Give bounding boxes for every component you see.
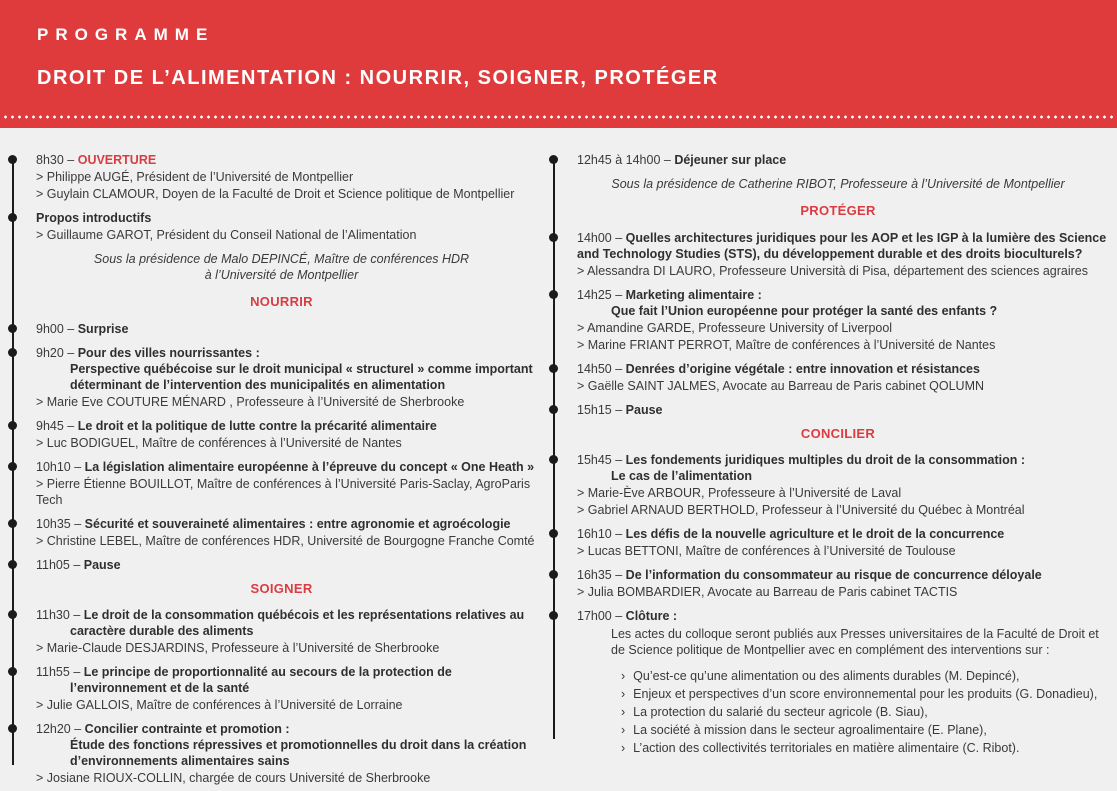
closing-topic-text: La société à mission dans le secteur agroalimentaire (E. Plane),	[633, 723, 987, 738]
timeline-dot	[8, 348, 17, 357]
dash-separator: –	[70, 459, 85, 474]
timeline-dot	[549, 405, 558, 414]
closing-topic-text: L’action des collectivités territoriales en matière alimentaire (C. Ribot).	[633, 741, 1020, 756]
closing-topic-text: Enjeux et perspectives d’un score environnemental pour les produits (G. Donadieu),	[633, 687, 1098, 702]
event-title-line	[577, 567, 1113, 583]
program-body	[0, 128, 1117, 791]
event-speaker: > Amandine GARDE, Professeure University of Liverpool	[577, 320, 893, 335]
event-time: 9h00	[36, 321, 64, 336]
banner-dotted-divider	[2, 115, 1117, 119]
event-title-line	[577, 402, 1113, 418]
event-title: Marketing alimentaire :	[625, 287, 762, 302]
event-title: Le droit et la politique de lutte contre la précarité alimentaire	[77, 418, 437, 433]
timeline-dot	[549, 529, 558, 538]
event-title-line	[577, 608, 1113, 624]
timeline-dot	[549, 455, 558, 464]
event-time: 9h45	[36, 418, 64, 433]
program-banner	[0, 0, 1117, 128]
event-title-line	[36, 418, 541, 434]
event-title: La législation alimentaire européenne à l’épreuve du concept « One Heath »	[84, 459, 535, 474]
closing-topic-text: Qu’est-ce qu’une alimentation ou des aliments durables (M. Depincé),	[633, 669, 1020, 684]
session-heading: NOURRIR	[250, 294, 313, 309]
event-title-line	[577, 452, 1113, 468]
dash-separator: –	[611, 527, 626, 542]
event-title-line	[577, 526, 1113, 542]
event-title-line	[577, 152, 1113, 168]
program-event	[0, 210, 541, 243]
event-title-line	[36, 607, 541, 639]
session-chair	[36, 251, 527, 283]
closing-topic	[621, 722, 1113, 738]
event-title: Quelles architectures juridiques pour les AOP et les IGP à la lumière des Science and Technology Studies (STS), du développement durable et des droits bioculturels?	[577, 230, 1107, 261]
event-time: 10h10	[36, 459, 71, 474]
dash-separator: –	[611, 361, 626, 376]
event-title-line	[36, 721, 541, 737]
program-event	[0, 418, 541, 451]
session-chair	[577, 176, 1099, 192]
event-title-line	[36, 459, 541, 475]
session-heading: PROTÉGER	[800, 203, 876, 218]
closing-topic-list	[621, 668, 1113, 756]
event-subtitle: Que fait l’Union européenne pour protéger la santé des enfants ?	[611, 303, 998, 318]
event-time: 17h00	[577, 609, 612, 624]
event-title: Pause	[625, 402, 663, 417]
timeline-dot	[8, 560, 17, 569]
session-chair-line: Sous la présidence de Catherine RIBOT, Professeure à l’Université de Montpellier	[611, 177, 1065, 191]
timeline-dot	[8, 667, 17, 676]
program-event	[0, 345, 541, 410]
chevron-bullet-icon: ›	[621, 723, 626, 738]
program-event	[0, 516, 541, 549]
event-title: Surprise	[77, 321, 129, 336]
program-event	[0, 557, 541, 573]
event-speaker: > Luc BODIGUEL, Maître de conférences à l’Université de Nantes	[36, 435, 402, 450]
event-time: 10h35	[36, 516, 71, 531]
event-time: 11h30	[36, 608, 70, 623]
timeline-dot	[8, 462, 17, 471]
program-event	[0, 152, 541, 202]
event-speaker: > Julia BOMBARDIER, Avocate au Barreau de Paris cabinet TACTIS	[577, 585, 958, 600]
event-title: Concilier contrainte et promotion :	[84, 722, 290, 737]
event-time: 15h45	[577, 453, 612, 468]
dash-separator: –	[660, 153, 675, 167]
timeline-dot	[549, 611, 558, 620]
event-speaker: > Josiane RIOUX-COLLIN, chargée de cours Université de Sherbrooke	[36, 771, 431, 786]
event-title: Pour des villes nourrissantes :	[77, 345, 260, 360]
closing-topic	[621, 668, 1113, 684]
event-time: 14h00	[577, 230, 612, 245]
event-title: Le principe de proportionnalité au secours de la protection de l’environnement et de la santé	[70, 665, 452, 696]
event-title: Le droit de la consommation québécois et les représentations relatives au caractère durable des aliments	[70, 608, 525, 639]
program-event	[0, 321, 541, 337]
timeline-dot	[8, 724, 17, 733]
event-title-line	[36, 664, 541, 696]
program-event	[0, 607, 541, 656]
event-title-line	[36, 152, 541, 168]
event-speaker: > Julie GALLOIS, Maître de conférences à l’Université de Lorraine	[36, 698, 403, 713]
dash-separator: –	[63, 345, 78, 360]
event-title: Sécurité et souveraineté alimentaires : entre agronomie et agroécologie	[84, 516, 511, 531]
chevron-bullet-icon: ›	[621, 705, 626, 720]
dash-separator: –	[611, 453, 626, 468]
event-time: 15h15	[577, 402, 612, 417]
event-title-line	[36, 321, 541, 337]
dash-separator: –	[70, 722, 85, 737]
event-speaker: > Lucas BETTONI, Maître de conférences à l’Université de Toulouse	[577, 544, 956, 559]
event-title: Clôture :	[625, 609, 678, 624]
closing-topic-text: La protection du salarié du secteur agricole (B. Siau),	[633, 705, 928, 720]
event-time: 11h05	[36, 557, 70, 572]
event-time: 8h30	[36, 153, 64, 167]
event-speaker: > Marie-Ève ARBOUR, Professeure à l’Université de Laval	[577, 486, 902, 501]
event-time: 14h25	[577, 287, 612, 302]
event-time: 16h10	[577, 527, 612, 542]
event-title-line	[36, 210, 541, 226]
dash-separator: –	[63, 418, 78, 433]
timeline-dot	[549, 570, 558, 579]
event-time: 14h50	[577, 361, 612, 376]
session-chair-line: à l’Université de Montpellier	[204, 268, 359, 282]
event-time: 11h55	[36, 665, 70, 680]
event-speaker: > Gaëlle SAINT JALMES, Avocate au Barreau de Paris cabinet QOLUMN	[577, 378, 985, 393]
program-event	[541, 567, 1113, 600]
program-event	[541, 361, 1113, 394]
timeline-dot	[549, 290, 558, 299]
dash-separator: –	[611, 402, 626, 417]
dash-separator: –	[70, 516, 85, 531]
dash-separator: –	[63, 153, 78, 167]
timeline-dot	[549, 364, 558, 373]
dash-separator: –	[69, 608, 84, 623]
program-event	[541, 152, 1113, 168]
event-speaker: > Alessandra DI LAURO, Professeure Università di Pisa, département des sciences agraires	[577, 263, 1089, 278]
program-event	[0, 664, 541, 713]
event-time: 16h35	[577, 568, 612, 583]
event-speaker: > Guylain CLAMOUR, Doyen de la Faculté de Droit et Science politique de Montpellier	[36, 187, 515, 201]
event-speaker: > Marie Eve COUTURE MÉNARD , Professeure à l’Université de Sherbrooke	[36, 394, 465, 409]
event-time: 12h20	[36, 722, 71, 737]
program-event	[541, 526, 1113, 559]
event-subtitle: Le cas de l’alimentation	[611, 469, 753, 484]
closing-note: Les actes du colloque seront publiés aux Presses universitaires de la Faculté de Droit et de Science politique de Montpellier avec en complément des interventions sur :	[611, 627, 1099, 658]
program-event	[541, 287, 1113, 353]
closing-topic	[621, 686, 1113, 702]
session-heading: SOIGNER	[250, 580, 313, 596]
event-title: Les fondements juridiques multiples du droit de la consommation :	[625, 453, 1026, 468]
dash-separator: –	[611, 609, 626, 624]
event-subtitle: Étude des fonctions répressives et promotionnelles du droit dans la création d’environnements alimentaires sains	[70, 738, 527, 769]
chevron-bullet-icon: ›	[621, 669, 626, 684]
column-right	[541, 152, 1113, 791]
event-speaker: > Philippe AUGÉ, Président de l’Université de Montpellier	[36, 170, 354, 184]
timeline-dot	[549, 155, 558, 164]
dash-separator: –	[611, 230, 626, 245]
closing-topic	[621, 740, 1113, 756]
event-title-line	[36, 557, 541, 573]
event-time: 12h45 à 14h00	[577, 153, 661, 167]
dash-separator: –	[611, 568, 626, 583]
timeline-dot	[8, 155, 17, 164]
event-title-line	[577, 287, 1113, 303]
event-title-line	[36, 345, 541, 361]
event-speaker: > Pierre Étienne BOUILLOT, Maître de conférences à l’Université Paris-Saclay, AgroParis Tech	[36, 476, 531, 507]
event-title: Les défis de la nouvelle agriculture et le droit de la concurrence	[625, 527, 1005, 542]
event-speaker: > Guillaume GAROT, Président du Conseil National de l’Alimentation	[36, 228, 417, 242]
event-title-line	[577, 361, 1113, 377]
column-left	[0, 152, 541, 791]
event-title: De l’information du consommateur au risque de concurrence déloyale	[625, 568, 1042, 583]
closing-topic	[621, 704, 1113, 720]
dash-separator: –	[611, 287, 626, 302]
session-heading: CONCILIER	[800, 425, 876, 441]
dash-separator: –	[69, 557, 84, 572]
event-title: Pause	[83, 557, 121, 572]
dash-separator: –	[69, 665, 84, 680]
event-title-line	[36, 516, 541, 532]
timeline-dot	[8, 610, 17, 619]
program-event	[0, 459, 541, 508]
chevron-bullet-icon: ›	[621, 687, 626, 702]
event-speaker: > Christine LEBEL, Maître de conférences HDR, Université de Bourgogne Franche Comté	[36, 533, 535, 548]
event-title: Propos introductifs	[36, 211, 152, 225]
timeline-dot	[8, 519, 17, 528]
chevron-bullet-icon: ›	[621, 741, 626, 756]
event-title-line	[577, 230, 1113, 262]
event-speaker: > Marie-Claude DESJARDINS, Professeure à l’Université de Sherbrooke	[36, 641, 440, 656]
program-event	[0, 721, 541, 786]
banner-kicker: PROGRAMME	[37, 25, 215, 44]
event-time: 9h20	[36, 345, 64, 360]
program-event	[541, 230, 1113, 279]
program-event	[541, 402, 1113, 418]
event-subtitle: Perspective québécoise sur le droit municipal « structurel » comme important déterminant de l’intervention des municipalités en alimentation	[70, 361, 533, 392]
timeline-dot	[549, 233, 558, 242]
page-title: DROIT DE L’ALIMENTATION : NOURRIR, SOIGNER, PROTÉGER	[37, 67, 719, 89]
event-speaker: > Gabriel ARNAUD BERTHOLD, Professeur à l’Université du Québec à Montréal	[577, 503, 1025, 518]
event-title: Déjeuner sur place	[674, 153, 787, 167]
timeline-dot	[8, 213, 17, 222]
program-event	[541, 452, 1113, 518]
dash-separator: –	[63, 321, 78, 336]
program-event	[541, 608, 1113, 756]
event-title: Denrées d’origine végétale : entre innovation et résistances	[625, 361, 980, 376]
timeline-dot	[8, 421, 17, 430]
timeline-dot	[8, 324, 17, 333]
session-chair-line: Sous la présidence de Malo DEPINCÉ, Maître de conférences HDR	[93, 252, 470, 266]
event-speaker: > Marine FRIANT PERROT, Maître de conférences à l’Université de Nantes	[577, 337, 996, 352]
event-title: OUVERTURE	[77, 153, 157, 167]
